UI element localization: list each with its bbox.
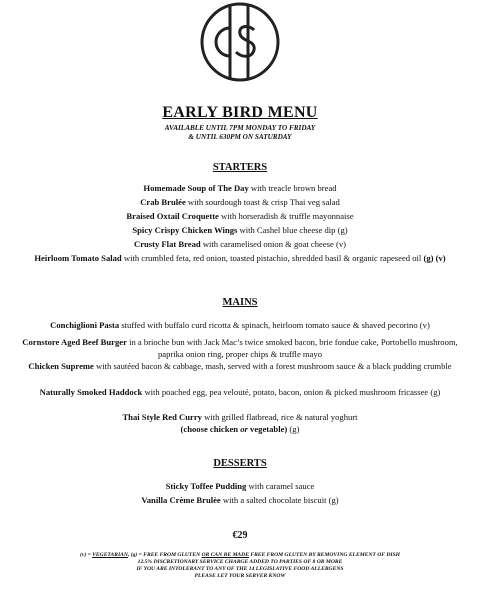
footer-legend-part: VEGETARIAN [92, 552, 128, 558]
dessert-desc: with caramel sauce [246, 481, 315, 491]
dessert-desc: with a salted chocolate biscuit (g) [220, 495, 339, 505]
main-item [18, 412, 462, 435]
starters-heading: STARTERS [212, 162, 268, 173]
menu-title: EARLY BIRD MENU [162, 104, 318, 121]
starter-item [18, 211, 462, 223]
starter-item [18, 239, 462, 251]
footer-legend-part: OR CAN BE MADE [201, 552, 249, 558]
starter-name: Braised Oxtail Croquette [126, 211, 219, 221]
cs-monogram-logo-icon [190, 0, 290, 92]
starter-name: Crab Brulée [140, 197, 186, 207]
footer-legend [0, 552, 480, 559]
starter-desc: with Cashel blue cheese dip (g) [237, 225, 348, 235]
main-name: Thai Style Red Curry [122, 412, 202, 422]
main-item [18, 337, 462, 360]
main-name: Chicken Supreme [28, 361, 94, 371]
footer-legend-part: FREE FROM GLUTEN BY REMOVING ELEMENT OF DISH [248, 552, 400, 558]
starter-desc: with treacle brown bread [248, 183, 337, 193]
starter-item [18, 253, 462, 265]
main-item [18, 320, 462, 332]
main-choice-tail: (g) [287, 423, 300, 434]
main-item [18, 387, 462, 399]
starter-item [18, 225, 462, 237]
mains-heading: MAINS [222, 297, 258, 308]
dessert-item [18, 495, 462, 507]
main-desc: with sautéed bacon & cabbage, mash, served with a forest mushroom sauce & a black pudding crumble [93, 361, 452, 371]
main-desc: with grilled flatbread, rice & natural yoghurt [201, 412, 358, 422]
main-choice-close: vegetable) [247, 423, 288, 434]
main-name: Cornstore Aged Beef Burger [22, 337, 127, 347]
main-choice-or: or [240, 423, 248, 434]
footer-legend-part: (v) = [79, 552, 93, 558]
main-desc: stuffed with buffalo curd ricotta & spinach, heirloom tomato sauce & shaved pecorino (v) [119, 320, 430, 330]
footer-allergen-note: IF YOU ARE INTOLERANT TO ANY OF THE 14 LEGISLATIVE FOOD ALLERGENS [136, 566, 344, 572]
starter-tags: (g) (v) [423, 253, 446, 263]
starter-item [18, 183, 462, 195]
footer-service-charge: 12.5% DISCRETIONARY SERVICE CHARGE ADDED TO PARTIES OF 8 OR MORE [137, 559, 343, 565]
starter-name: Homemade Soup of The Day [143, 183, 249, 193]
starter-item [18, 197, 462, 209]
dessert-item [18, 481, 462, 493]
desserts-heading: DESSERTS [213, 458, 267, 469]
main-desc: with poached egg, pea velouté, potato, bacon, onion & picked mushroom fricassee (g) [142, 387, 441, 397]
starter-name: Crusty Flat Bread [133, 239, 201, 249]
main-choice-open: (choose chicken [180, 423, 241, 434]
dessert-name: Sticky Toffee Pudding [165, 481, 247, 491]
starter-desc: with sourdough toast & crisp Thai veg salad [185, 197, 340, 207]
starter-desc: with caramelised onion & goat cheese (v) [200, 239, 346, 249]
menu-subtitle-saturday: & UNTIL 630PM ON SATURDAY [188, 133, 292, 141]
menu-subtitle-weekdays: AVAILABLE UNTIL 7PM MONDAY TO FRIDAY [164, 124, 316, 132]
menu-price: €29 [232, 530, 248, 541]
dessert-name: Vanilla Crème Brulèe [141, 495, 221, 505]
starter-desc: with crumbled feta, red onion, toasted pistachio, shredded basil & organic rapeseed oil [121, 253, 424, 263]
main-name: Naturally Smoked Haddock [39, 387, 143, 397]
main-name: Conchiglioni Pasta [50, 320, 120, 330]
main-desc: in a brioche bun with Jack Mac’s twice smoked bacon, brie fondue cake, Portobello mushroom, paprika onion ring, proper chips & truffle mayo [126, 337, 458, 359]
starter-desc: with horseradish & truffle mayonnaise [218, 211, 354, 221]
footer-legend-part: , (g) = FREE FROM GLUTEN [127, 552, 202, 558]
main-item [18, 361, 462, 373]
starter-name: Spicy Crispy Chicken Wings [132, 225, 238, 235]
footer-server-note: PLEASE LET YOUR SERVER KNOW [194, 573, 286, 579]
starter-name: Heirloom Tomato Salad [34, 253, 122, 263]
